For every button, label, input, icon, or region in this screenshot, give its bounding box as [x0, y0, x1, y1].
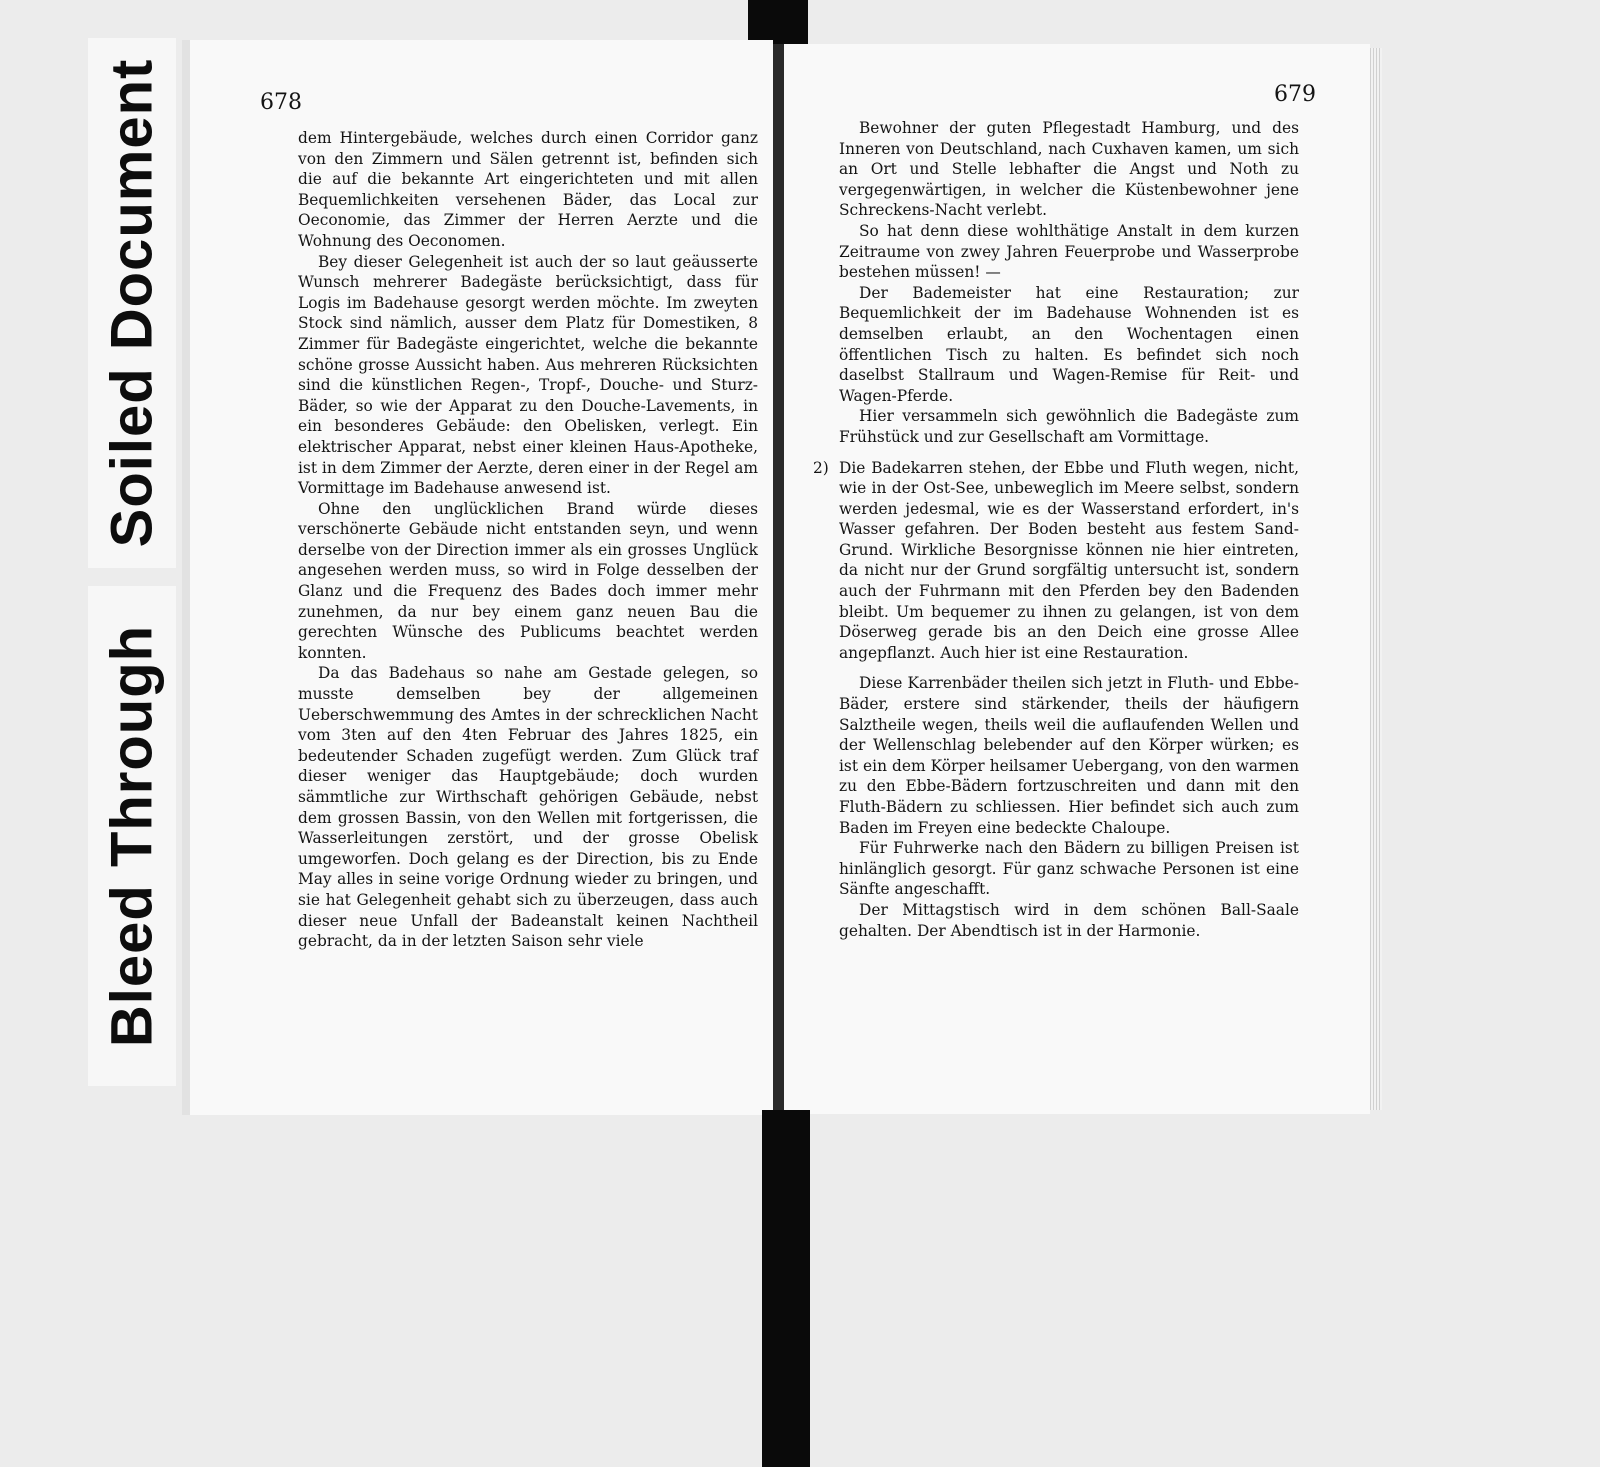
- page-number-left: 678: [260, 90, 302, 115]
- paragraph: Der Bademeister hat eine Restauration; zur Bequemlichkeit der im Badehause Wohnenden ist es demselben erlaubt, an den Wochentagen einen öffentlichen Tisch zu halten. Es befindet sich noch daselbst Stallraum und Wagen-Remise für Reit- und Wagen-Pferde.: [839, 283, 1299, 405]
- book-gutter: [773, 44, 784, 1114]
- page-edges: [1370, 48, 1382, 1110]
- paragraph: Diese Karrenbäder theilen sich jetzt in Fluth- und Ebbe-Bäder, erstere sind stärkender, theils der häufigern Salztheile wegen, theils weil die auflaufenden Wellen und der Wellenschlag belebender auf den Körper würken; es ist ein dem Körper heilsamer Uebergang, von den warmen zu den Ebbe-Bädern fortzuschreiten und dann mit den Fluth-Bädern zu schliessen. Hier befindet sich auch zum Baden im Freyen eine bedeckte Chaloupe.: [839, 674, 1299, 837]
- tag-soiled-document: [88, 38, 176, 568]
- paragraph: Hier versammeln sich gewöhnlich die Badegäste zum Frühstück und zur Gesellschaft am Vormittage.: [839, 407, 1299, 446]
- right-text-column: [813, 118, 1299, 941]
- tag-soiled-label: Soiled Document: [99, 58, 165, 548]
- right-page: [784, 44, 1370, 1114]
- binding-strip-top: [748, 0, 808, 44]
- tag-bleed-label: Bleed Through: [99, 624, 165, 1048]
- paragraph: So hat denn diese wohlthätige Anstalt in dem kurzen Zeitraume von zwey Jahren Feuerprobe und Wasserprobe bestehen müssen! —: [839, 221, 1299, 282]
- tag-labels: [68, 38, 186, 1073]
- left-page: [190, 40, 773, 1115]
- paragraph: Der Mittagstisch wird in dem schönen Ball-Saale gehalten. Der Abendtisch ist in der Harmonie.: [839, 900, 1299, 940]
- left-text-column: [298, 128, 758, 952]
- paragraph: dem Hintergebäude, welches durch einen Corridor ganz von den Zimmern und Sälen getrennt ist, befinden sich die auf die bekannte Art eingerichteten und mit allen Bequemlichkeiten versehenen Bäder, das Local zur Oeconomie, das Zimmer der Herren Aerzte und die Wohnung des Oeconomen.: [298, 129, 758, 250]
- tag-bleed-through: [88, 586, 176, 1086]
- item-number: 2): [813, 458, 829, 477]
- binding-strip-bottom: [762, 1110, 810, 1467]
- paragraph: Da das Badehaus so nahe am Gestade gelegen, so musste demselben bey der allgemeinen Ueberschwemmung des Amtes in der schrecklichen Nacht vom 3ten auf den 4ten Februar des Jahres 1825, ein bedeutender Schaden zugefügt werden. Zum Glück traf dieser weniger das Hauptgebäude; doch wurden sämmtliche zur Wirthschaft gehörigen Gebäude, nebst dem grossen Bassin, von den Wellen mit fortgerissen, die Wasserleitungen zerstört, und der grosse Obelisk umgeworfen. Doch gelang es der Direction, bis zu Ende May alles in seine vorige Ordnung wieder zu bringen, und sie hat Gelegenheit gehabt sich zu überzeugen, dass auch dieser neue Unfall der Badeanstalt keinen Nachtheil gebracht, da in der letzten Saison sehr viele: [298, 664, 758, 951]
- numbered-item: [813, 458, 1299, 664]
- paragraph: Für Fuhrwerke nach den Bädern zu billigen Preisen ist hinlänglich gesorgt. Für ganz schwache Personen ist eine Sänfte angeschafft.: [839, 839, 1299, 899]
- paragraph: Bey dieser Gelegenheit ist auch der so laut geäusserte Wunsch mehrerer Badegäste berücksichtigt, dass für Logis im Badehause gesorgt werden möchte. Im zweyten Stock sind nämlich, ausser dem Platz für Domestiken, 8 Zimmer für Badegäste eingerichtet, welche die bekannte schöne grosse Aussicht haben. Aus mehreren Rücksichten sind die künstlichen Regen-, Tropf-, Douche- und Sturz-Bäder, so wie der Apparat zu den Douche-Lavements, in ein besonderes Gebäude: den Obelisken, verlegt. Ein elektrischer Apparat, nebst einer kleinen Haus-Apotheke, ist in dem Zimmer der Aerzte, deren einer in der Regel am Vormittage im Badehause anwesend ist.: [298, 252, 758, 498]
- paragraph: Bewohner der guten Pflegestadt Hamburg, und des Inneren von Deutschland, nach Cuxhaven kamen, um sich an Ort und Stelle lebhafter die Angst und Noth zu vergegenwärtigen, in welcher die Küstenbewohner jene Schreckens-Nacht verlebt.: [839, 119, 1299, 220]
- paragraph: Ohne den unglücklichen Brand würde dieses verschönerte Gebäude nicht entstanden seyn, und wenn derselbe von der Direction immer als ein grosses Unglück angesehen werden muss, so wird in Folge desselben der Glanz und die Frequenz des Bades doch immer mehr zunehmen, da nur bey einem ganz neuen Bau die gerechten Wünsche des Publicums beachtet werden konnten.: [298, 499, 758, 662]
- page-number-right: 679: [1274, 82, 1316, 107]
- item-text: Die Badekarren stehen, der Ebbe und Fluth wegen, nicht, wie in der Ost-See, unbeweglich im Meere selbst, sondern werden jedesmal, wie es der Wasserstand erfordert, in's Wasser gefahren. Der Boden besteht aus festem Sand-Grund. Wirkliche Besorgnisse können nie hier eintreten, da nicht nur der Grund sorgfältig untersucht ist, sondern auch der Fuhrmann mit den Pferden bey den Badenden bleibt. Um bequemer zu ihnen zu gelangen, ist von dem Döserweg gerade bis an den Deich eine grosse Allee angepflanzt. Auch hier ist eine Restauration.: [839, 458, 1299, 662]
